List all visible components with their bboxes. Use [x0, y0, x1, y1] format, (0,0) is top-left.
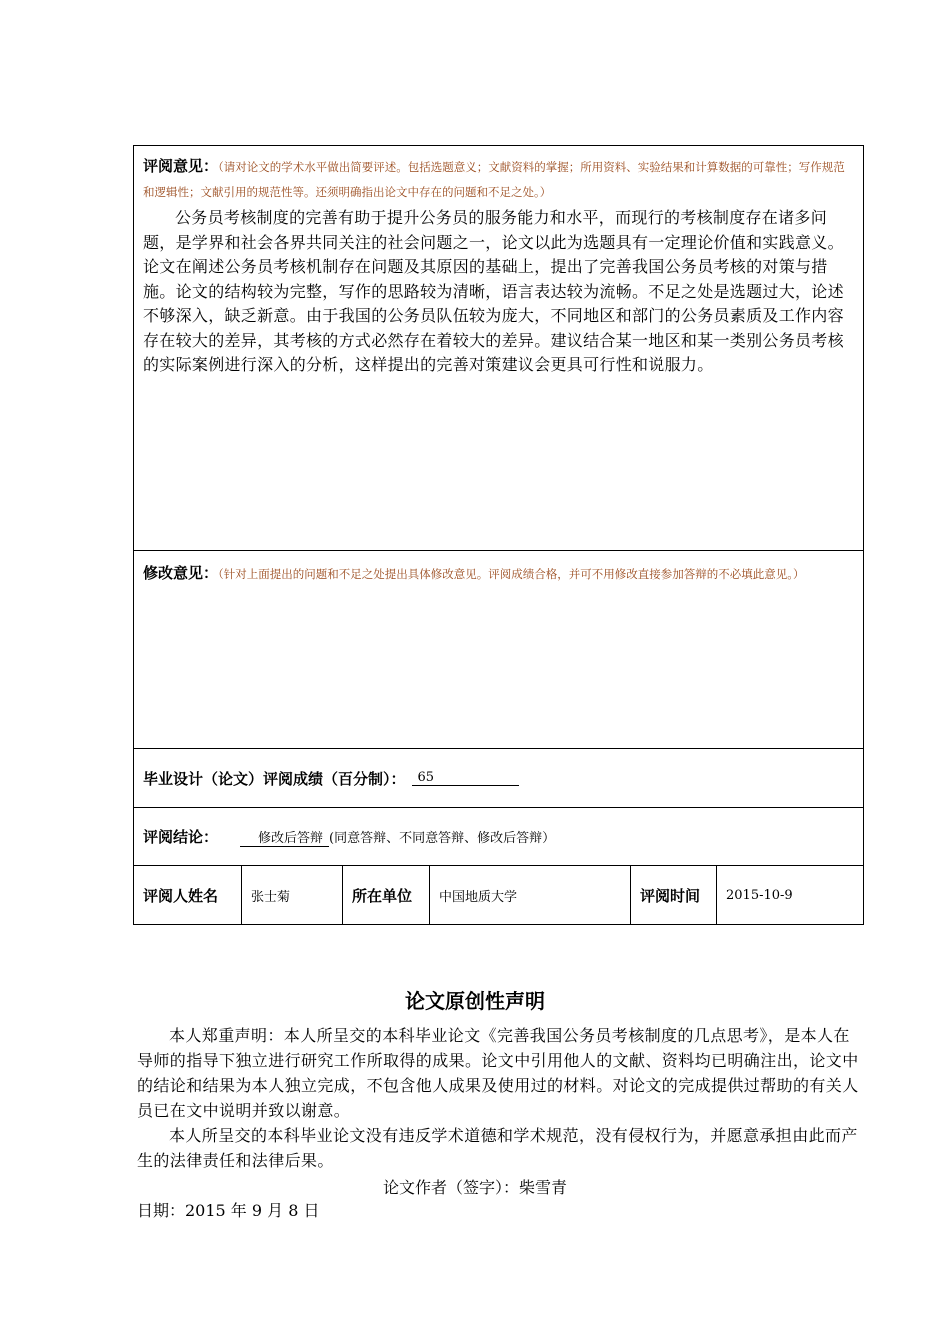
- revision-comments-label: 修改意见：: [143, 564, 219, 582]
- conclusion-options: (同意答辩、不同意答辩、修改后答辩）: [329, 831, 556, 846]
- declaration-title: 论文原创性声明: [405, 989, 545, 1013]
- declaration-paragraph-2: 本人所呈交的本科毕业论文没有违反学术道德和学术规范，没有侵权行为，并愿意承担由此而产生的法律责任和法律后果。: [137, 1126, 858, 1170]
- score-label: 毕业设计（论文）评阅成绩（百分制）：: [143, 769, 406, 788]
- unit-label: 所在单位: [343, 866, 430, 924]
- review-time-label: 评阅时间: [631, 866, 717, 924]
- conclusion-section: [134, 808, 863, 866]
- author-signature-line: 论文作者（签字）：柴雪青: [382, 1178, 567, 1197]
- score-section: [134, 749, 863, 808]
- conclusion-label: 评阅结论：: [143, 828, 219, 846]
- declaration-paragraph-1: 本人郑重声明：本人所呈交的本科毕业论文《完善我国公务员考核制度的几点思考》，是本人在导师的指导下独立进行研究工作所取得的成果。论文中引用他人的文献、资料均已明确注出，论文中的结论和结果为本人独立完成，不包含他人成果及使用过的材料。对论文的完成提供过帮助的有关人员已在文中说明并致以谢意。: [137, 1026, 859, 1120]
- revision-comments-section: [134, 551, 863, 749]
- review-comments-label: 评阅意见：: [143, 157, 219, 175]
- review-comments-text: 公务员考核制度的完善有助于提升公务员的服务能力和水平，而现行的考核制度存在诸多问题，是学界和社会各界共同关注的社会问题之一，论文以此为选题具有一定理论价值和实践意义。论文在阐述公务员考核机制存在问题及其原因的基础上，提出了完善我国公务员考核的对策与措施。论文的结构较为完整，写作的思路较为清晰，语言表达较为流畅。不足之处是选题过大，论述不够深入，缺乏新意。由于我国的公务员队伍较为庞大，不同地区和部门的公务员素质及工作内容存在较大的差异，其考核的方式必然存在着较大的差异。建议结合某一地区和某一类别公务员考核的实际案例进行深入的分析，这样提出的完善对策建议会更具可行性和说服力。: [143, 208, 844, 374]
- reviewer-info-row: [134, 866, 863, 924]
- unit-value: 中国地质大学: [430, 866, 631, 924]
- review-form-table: [133, 145, 864, 925]
- reviewer-name-label: 评阅人姓名: [134, 866, 242, 924]
- revision-comments-hint: （针对上面提出的问题和不足之处提出具体修改意见。评阅成绩合格，并可不用修改直接参加答辩的不必填此意见。）: [218, 567, 805, 581]
- review-comments-section: [134, 146, 863, 551]
- review-comments-hint: （请对论文的学术水平做出简要评述。包括选题意义；文献资料的掌握；所用资料、实验结果和计算数据的可靠性；写作规范和逻辑性；文献引用的规范性等。还须明确指出论文中存在的问题和不足之处。）: [143, 160, 845, 199]
- declaration-date-line: 日期：2015 年 9 月 8 日: [137, 1201, 320, 1220]
- conclusion-value: 修改后答辩: [240, 827, 329, 847]
- reviewer-name-value: 张士菊: [242, 866, 343, 924]
- declaration-body: [137, 1023, 859, 1173]
- review-time-value: 2015-10-9: [726, 887, 793, 903]
- score-value: 65: [412, 770, 519, 786]
